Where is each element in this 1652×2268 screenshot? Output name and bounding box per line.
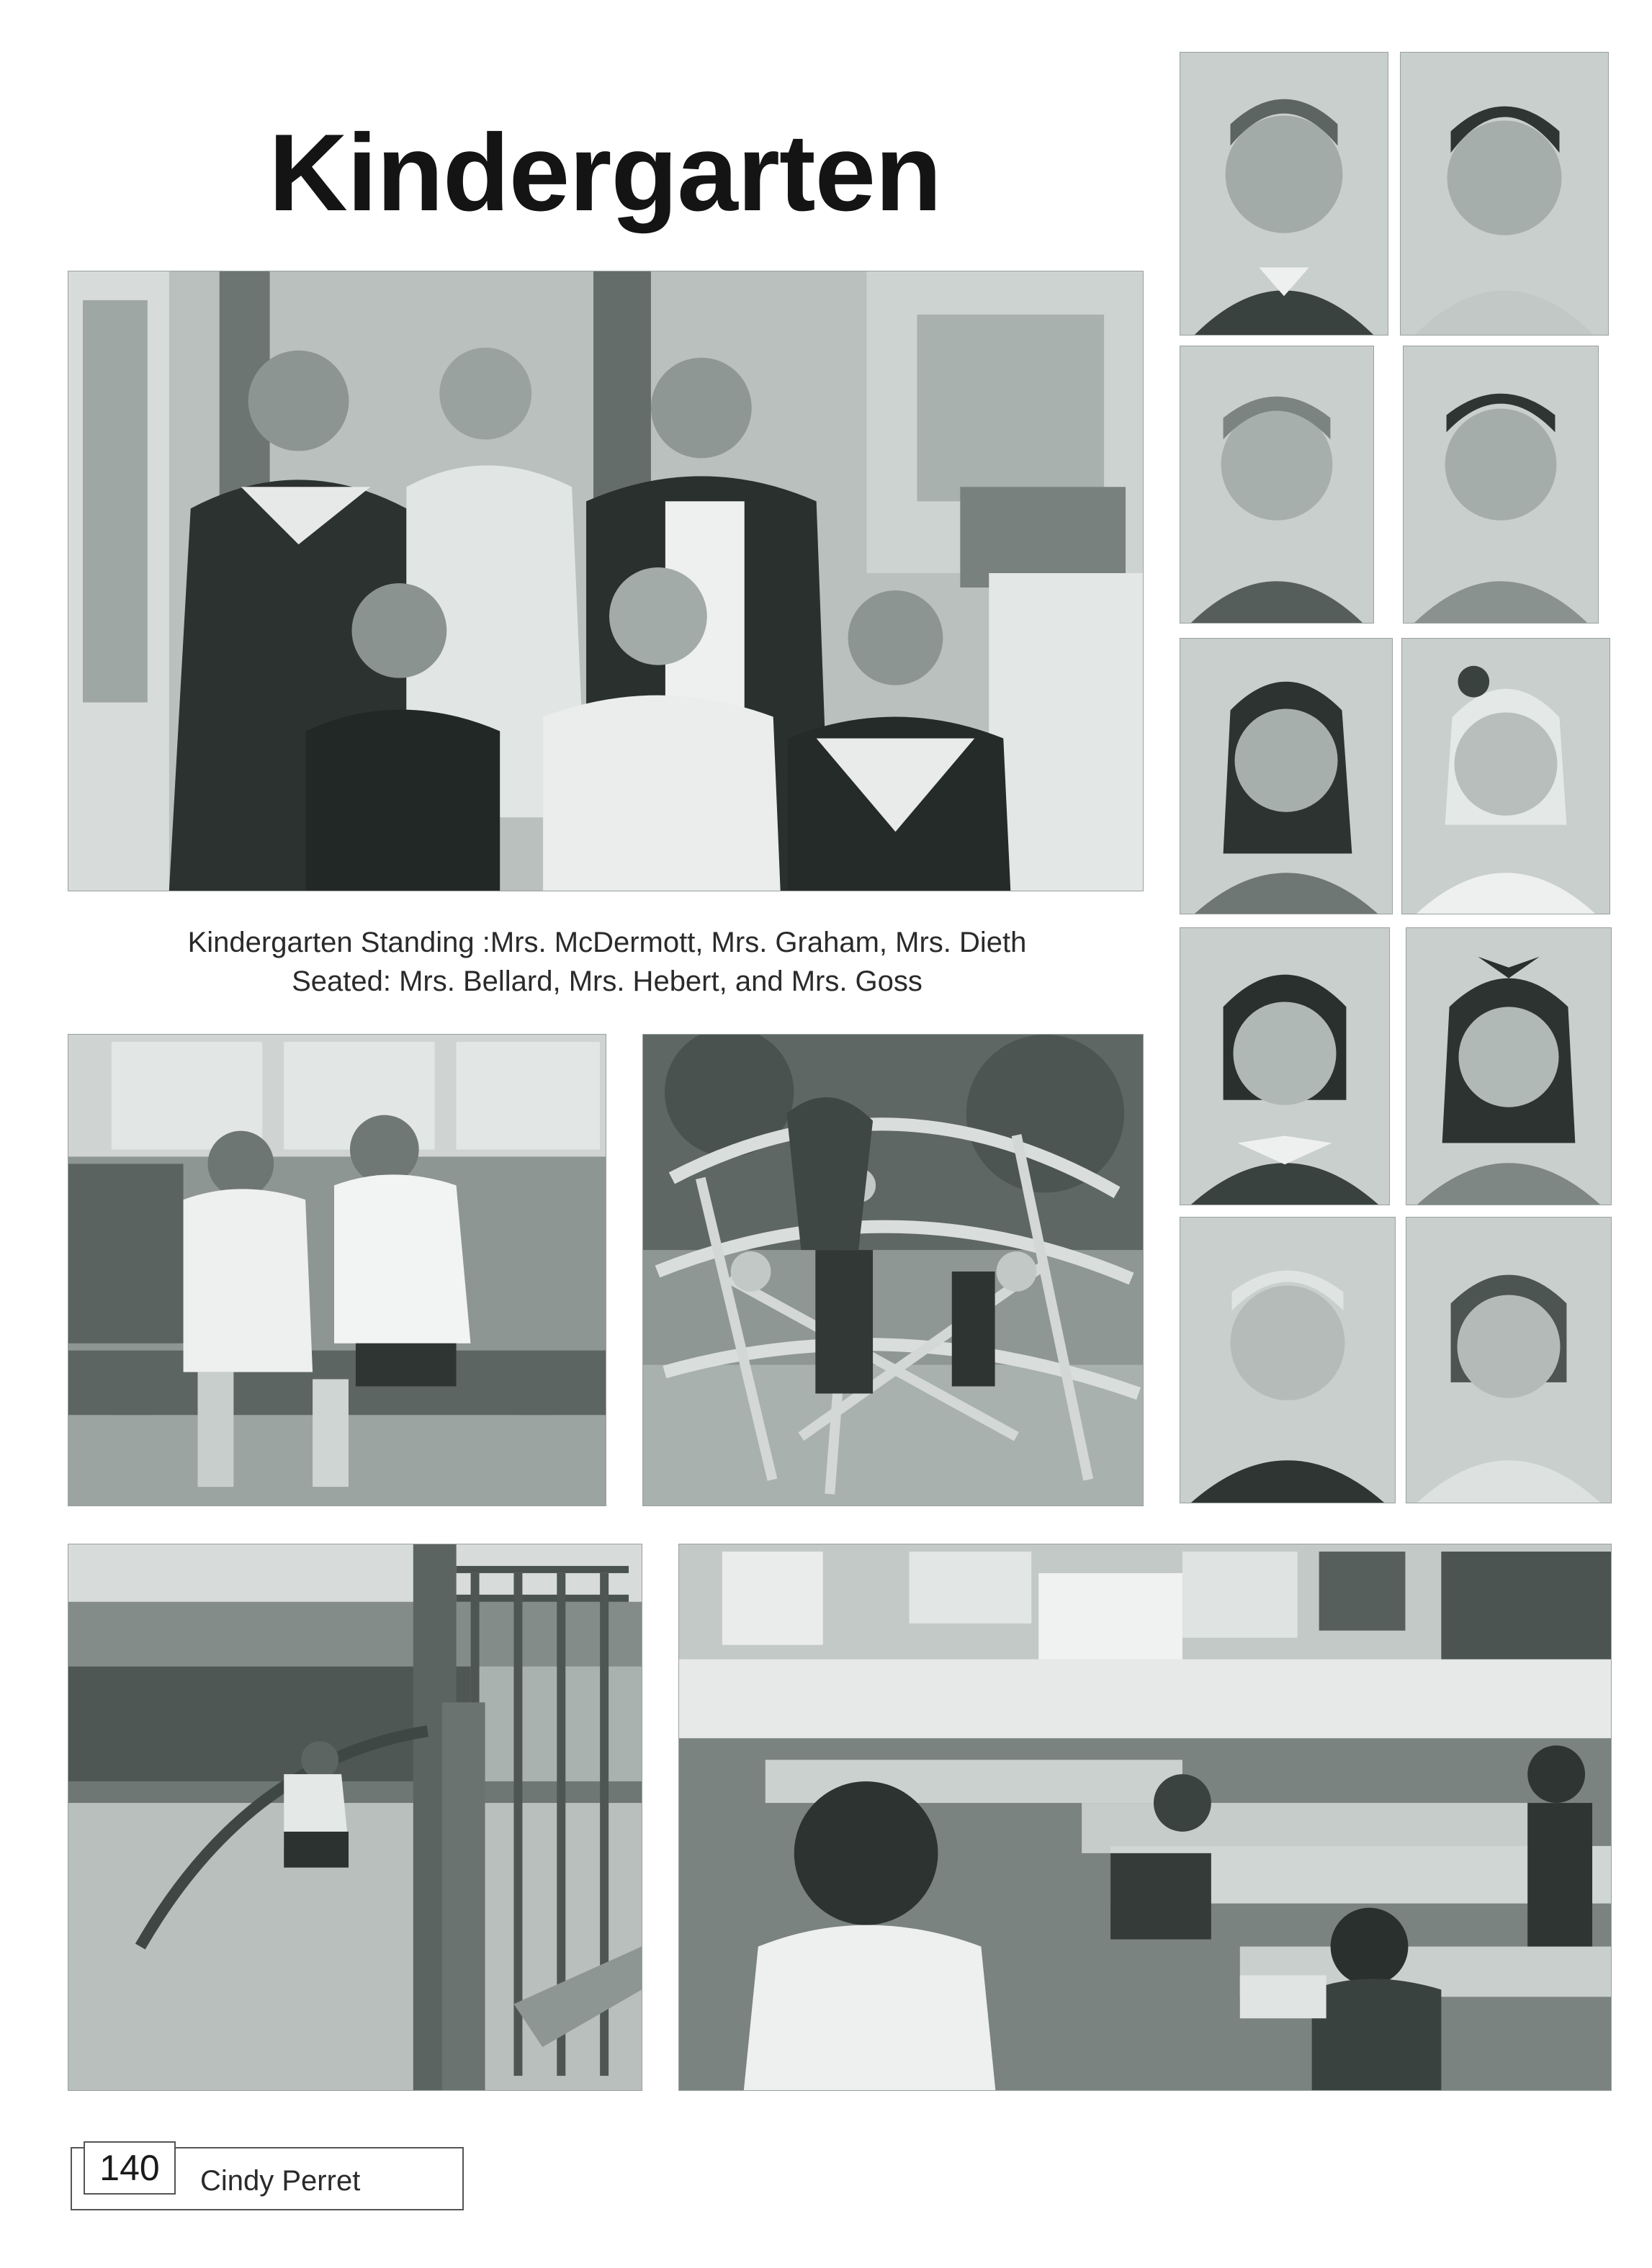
boy-portrait (1403, 346, 1599, 624)
girl-portrait (1406, 1217, 1612, 1503)
playground-climber-photo (68, 1544, 642, 2091)
boy-portrait (1180, 1217, 1396, 1503)
girl-portrait (1180, 927, 1390, 1205)
photo-caption (69, 923, 1145, 1001)
caption-line-seated: Seated: Mrs. Bellard, Mrs. Hebert, and Mrs. Goss (292, 966, 922, 997)
caption-line-standing: Kindergarten Standing :Mrs. McDermott, Mrs. Graham, Mrs. Dieth (187, 927, 1027, 958)
photographer-credit: Cindy Perret (200, 2165, 361, 2197)
classroom-photo (678, 1544, 1612, 2091)
jungle-gym-photo (642, 1034, 1144, 1506)
boy-portrait (1400, 52, 1609, 336)
girl-portrait (1406, 927, 1612, 1205)
girl-portrait (1401, 638, 1610, 914)
page-number: 140 (84, 2141, 176, 2195)
girl-portrait (1180, 638, 1393, 914)
girls-on-bench-photo (68, 1034, 606, 1506)
teachers-group-photo (68, 271, 1144, 891)
boy-portrait (1180, 346, 1374, 624)
boy-portrait (1180, 52, 1388, 336)
page-title: Kindergarten (269, 112, 941, 234)
